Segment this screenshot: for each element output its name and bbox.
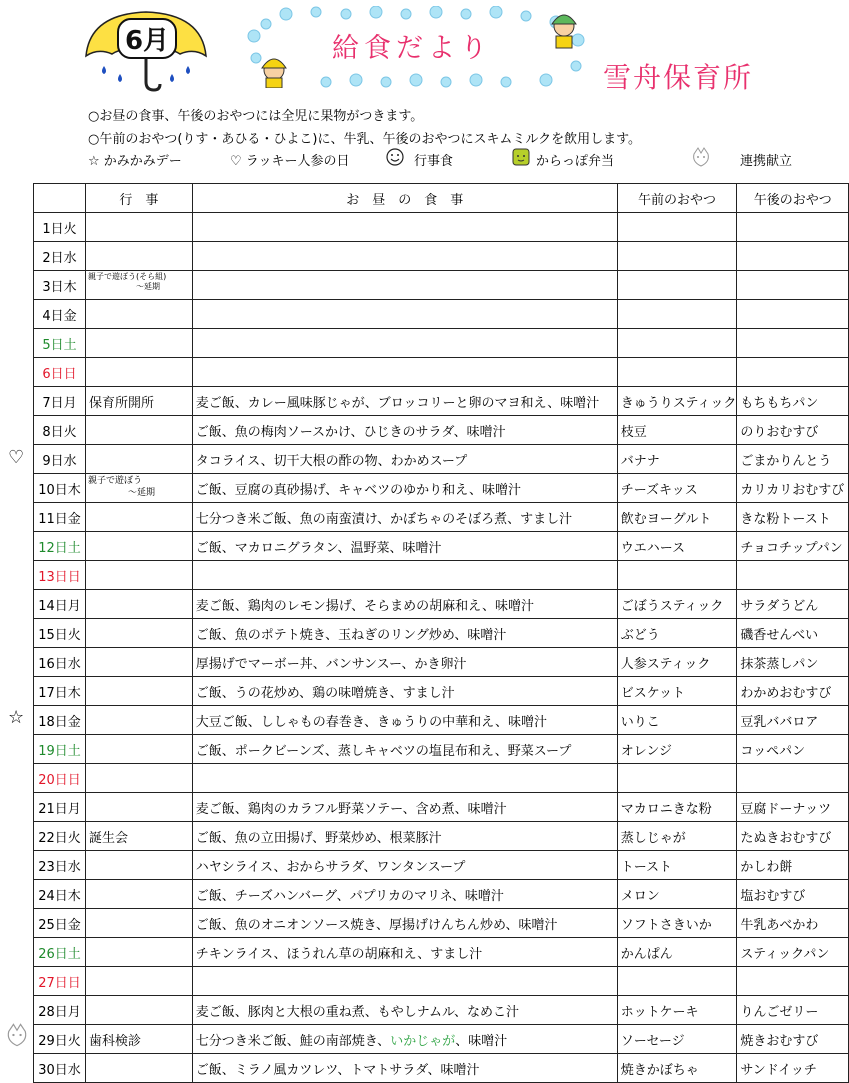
pm-snack-cell: サラダうどん [737,590,849,619]
event-cell [86,445,193,474]
lunch-cell [192,561,617,590]
pm-snack-cell [737,242,849,271]
table-row [34,416,849,445]
event-cell: 歯科検診 [86,1025,193,1054]
event-cell [86,1054,193,1083]
lunch-cell [192,329,617,358]
col-day [34,184,86,213]
am-snack-cell: 飲むヨーグルト [617,503,737,532]
am-snack-cell: かんぱん [617,938,737,967]
lunch-text: 七分つき米ご飯、鮭の南部焼き、 [195,1033,391,1049]
am-snack-cell: ウエハース [617,532,737,561]
event-cell: 誕生会 [86,822,193,851]
pm-snack-cell: 牛乳あべかわ [737,909,849,938]
am-snack-cell [617,358,737,387]
am-snack-cell: ビスケット [617,677,737,706]
pm-snack-cell: サンドイッチ [737,1054,849,1083]
event-cell [86,851,193,880]
lunch-cell: ハヤシライス、おからサラダ、ワンタンスープ [192,851,617,880]
day-cell: 13日日 [34,561,86,590]
mascot-mark-icon [4,1022,30,1048]
am-snack-cell [617,213,737,242]
day-cell: 18日金 [34,706,86,735]
am-snack-cell: 人参スティック [617,648,737,677]
highlighted-dish: いかじゃが [390,1033,456,1049]
event-cell [86,996,193,1025]
event-cell [86,590,193,619]
pm-snack-cell: 焼きおむすび [737,1025,849,1054]
day-cell: 10日木 [34,474,86,503]
am-snack-cell [617,764,737,793]
lunch-cell: ご飯、うの花炒め、鶏の味噌焼き、すまし汁 [192,677,617,706]
heart-mark: ♡ [8,447,25,468]
table-row [34,503,849,532]
day-cell: 16日水 [34,648,86,677]
lunch-cell [192,358,617,387]
lunchbox-icon [512,147,530,167]
lunch-cell: ご飯、魚のオニオンソース焼き、厚揚げけんちん炒め、味噌汁 [192,909,617,938]
pm-snack-cell [737,329,849,358]
pm-snack-cell [737,358,849,387]
am-snack-cell: バナナ [617,445,737,474]
pm-snack-cell: ごまかりんとう [737,445,849,474]
lunch-cell: チキンライス、ほうれん草の胡麻和え、すまし汁 [192,938,617,967]
event-note [88,475,155,499]
event-cell [86,329,193,358]
am-snack-cell: トースト [617,851,737,880]
pm-snack-cell: わかめおむすび [737,677,849,706]
lunch-cell: ご飯、ミラノ風カツレツ、トマトサラダ、味噌汁 [192,1054,617,1083]
month-label: 6月 [117,18,177,59]
event-cell [86,619,193,648]
day-cell: 29日火 [34,1025,86,1054]
table-row [34,735,849,764]
pm-snack-cell: コッペパン [737,735,849,764]
am-snack-cell [617,242,737,271]
am-snack-cell: いりこ [617,706,737,735]
table-row [34,387,849,416]
pm-snack-cell [737,967,849,996]
table-row [34,793,849,822]
pm-snack-cell [737,764,849,793]
pm-snack-cell: スティックパン [737,938,849,967]
day-cell: 7日月 [34,387,86,416]
lunch-cell: ご飯、ポークビーンズ、蒸しキャベツの塩昆布和え、野菜スープ [192,735,617,764]
note-milk: ○午前のおやつ(りす・あひる・ひよこ)に、牛乳、午後のおやつにスキムミルクを飲用します。 [88,132,642,147]
pm-snack-cell: もちもちパン [737,387,849,416]
pm-snack-cell [737,271,849,300]
am-snack-cell: きゅうりスティック [617,387,737,416]
lunch-cell: ご飯、魚の梅肉ソースかけ、ひじきのサラダ、味噌汁 [192,416,617,445]
day-cell: 12日土 [34,532,86,561]
mascot-icon [690,146,712,168]
pm-snack-cell: のりおむすび [737,416,849,445]
day-cell: 6日日 [34,358,86,387]
lunch-cell [192,300,617,329]
legend-lucky-carrot: ♡ ラッキー人参の日 [230,154,350,169]
event-note [88,272,166,292]
pm-snack-cell: かしわ餅 [737,851,849,880]
school-name: 雪舟保育所 [603,61,754,94]
event-cell [86,242,193,271]
event-cell [86,300,193,329]
day-cell: 26日土 [34,938,86,967]
day-cell: 24日木 [34,880,86,909]
table-row [34,590,849,619]
event-postponed: ～延期 [136,282,161,291]
table-row [34,474,849,503]
pm-snack-cell: きな粉トースト [737,503,849,532]
event-cell: 保育所開所 [86,387,193,416]
col-event: 行 事 [86,184,193,213]
am-snack-cell [617,967,737,996]
am-snack-cell: ソーセージ [617,1025,737,1054]
table-row [34,1054,849,1083]
event-text: 親子で遊ぼう(そら組) [88,272,167,281]
lunch-cell: 麦ご飯、カレー風味豚じゃが、ブロッコリーと卵のマヨ和え、味噌汁 [192,387,617,416]
table-row [34,909,849,938]
pm-snack-cell: たぬきおむすび [737,822,849,851]
lunch-cell: ご飯、チーズハンバーグ、パプリカのマリネ、味噌汁 [192,880,617,909]
table-row [34,300,849,329]
am-snack-cell: チーズキッス [617,474,737,503]
event-cell [86,358,193,387]
am-snack-cell [617,271,737,300]
table-row [34,213,849,242]
event-cell [86,764,193,793]
pm-snack-cell: りんごゼリー [737,996,849,1025]
pm-snack-cell: 塩おむすび [737,880,849,909]
am-snack-cell: 蒸しじゃが [617,822,737,851]
day-cell: 2日水 [34,242,86,271]
legend-kamikami: ☆ かみかみデー [88,154,182,169]
day-cell: 17日木 [34,677,86,706]
event-postponed: ～延期 [128,488,156,498]
table-row [34,851,849,880]
lunch-cell: 麦ご飯、鶏肉のカラフル野菜ソテー、含め煮、味噌汁 [192,793,617,822]
table-row [34,822,849,851]
table-row [34,996,849,1025]
star-mark: ☆ [8,707,25,728]
day-cell: 30日水 [34,1054,86,1083]
event-cell [86,880,193,909]
table-row [34,880,849,909]
event-cell [86,967,193,996]
am-snack-cell [617,561,737,590]
event-cell [86,474,193,503]
am-snack-cell: 枝豆 [617,416,737,445]
table-row [34,1025,849,1054]
table-row [34,938,849,967]
lunch-cell: 麦ご飯、豚肉と大根の重ね煮、もやしナムル、なめこ汁 [192,996,617,1025]
table-row [34,764,849,793]
pm-snack-cell: 豆腐ドーナッツ [737,793,849,822]
table-row [34,358,849,387]
event-cell [86,735,193,764]
am-snack-cell: ソフトさきいか [617,909,737,938]
event-cell [86,532,193,561]
day-cell: 8日火 [34,416,86,445]
am-snack-cell: マカロニきな粉 [617,793,737,822]
am-snack-cell: ホットケーキ [617,996,737,1025]
lunch-cell: ご飯、魚のポテト焼き、玉ねぎのリング炒め、味噌汁 [192,619,617,648]
day-cell: 28日月 [34,996,86,1025]
day-cell: 25日金 [34,909,86,938]
day-cell: 14日月 [34,590,86,619]
event-cell [86,793,193,822]
day-cell: 23日水 [34,851,86,880]
event-cell [86,561,193,590]
lunch-cell: 七分つき米ご飯、魚の南蛮漬け、かぼちゃのそぼろ煮、すまし汁 [192,503,617,532]
table-header [34,184,849,213]
am-snack-cell: オレンジ [617,735,737,764]
am-snack-cell [617,329,737,358]
col-pm-snack: 午後のおやつ [737,184,849,213]
am-snack-cell: ぶどう [617,619,737,648]
am-snack-cell: メロン [617,880,737,909]
event-cell [86,677,193,706]
menu-table [33,183,849,1083]
pm-snack-cell: 抹茶蒸しパン [737,648,849,677]
pm-snack-cell: カリカリおむすび [737,474,849,503]
table-row [34,532,849,561]
lunch-cell: 厚揚げでマーボー丼、バンサンスー、かき卵汁 [192,648,617,677]
pm-snack-cell [737,213,849,242]
lunch-cell [192,271,617,300]
table-row [34,445,849,474]
am-snack-cell [617,300,737,329]
pm-snack-cell: 磯香せんべい [737,619,849,648]
day-cell: 19日土 [34,735,86,764]
pm-snack-cell: チョコチップパン [737,532,849,561]
lunch-cell: 麦ご飯、鶏肉のレモン揚げ、そらまめの胡麻和え、味噌汁 [192,590,617,619]
day-cell: 20日日 [34,764,86,793]
smile-icon [386,148,404,166]
lunch-cell [192,967,617,996]
day-cell: 9日水 [34,445,86,474]
lunch-cell [192,213,617,242]
pm-snack-cell [737,561,849,590]
event-cell [86,909,193,938]
table-row [34,677,849,706]
event-cell [86,416,193,445]
event-cell [86,648,193,677]
day-cell: 11日金 [34,503,86,532]
lunch-cell [192,242,617,271]
col-am-snack: 午前のおやつ [617,184,737,213]
event-cell [86,503,193,532]
day-cell: 15日火 [34,619,86,648]
day-cell: 1日火 [34,213,86,242]
day-cell: 5日土 [34,329,86,358]
event-text: 親子で遊ぼう [88,476,143,486]
lunch-cell: ご飯、マカロニグラタン、温野菜、味噌汁 [192,532,617,561]
table-row [34,619,849,648]
event-cell [86,938,193,967]
am-snack-cell: 焼きかぼちゃ [617,1054,737,1083]
note-fruit: ○お昼の食事、午後のおやつには全児に果物がつきます。 [88,109,424,124]
event-cell [86,706,193,735]
table-row [34,561,849,590]
event-cell [86,271,193,300]
table-row [34,706,849,735]
lunch-cell [192,1025,617,1054]
pm-snack-cell [737,300,849,329]
table-row [34,648,849,677]
lunch-text: 、味噌汁 [455,1033,508,1049]
legend-karappo: からっぽ弁当 [536,154,615,169]
lunch-cell [192,764,617,793]
legend-renkei: 連携献立 [740,154,793,169]
legend-event-meal: 行事食 [414,154,454,169]
table-row [34,271,849,300]
day-cell: 21日月 [34,793,86,822]
day-cell: 22日火 [34,822,86,851]
col-lunch: お 昼 の 食 事 [192,184,617,213]
event-cell [86,213,193,242]
lunch-cell: タコライス、切干大根の酢の物、わかめスープ [192,445,617,474]
lunch-cell: ご飯、魚の立田揚げ、野菜炒め、根菜豚汁 [192,822,617,851]
day-cell: 4日金 [34,300,86,329]
table-row [34,242,849,271]
day-cell: 3日木 [34,271,86,300]
lunch-cell: ご飯、豆腐の真砂揚げ、キャベツのゆかり和え、味噌汁 [192,474,617,503]
day-cell: 27日日 [34,967,86,996]
table-row [34,967,849,996]
pm-snack-cell: 豆乳ババロア [737,706,849,735]
lunch-cell: 大豆ご飯、ししゃもの春巻き、きゅうりの中華和え、味噌汁 [192,706,617,735]
am-snack-cell: ごぼうスティック [617,590,737,619]
table-row [34,329,849,358]
newsletter-title: 給食だより [332,33,492,64]
